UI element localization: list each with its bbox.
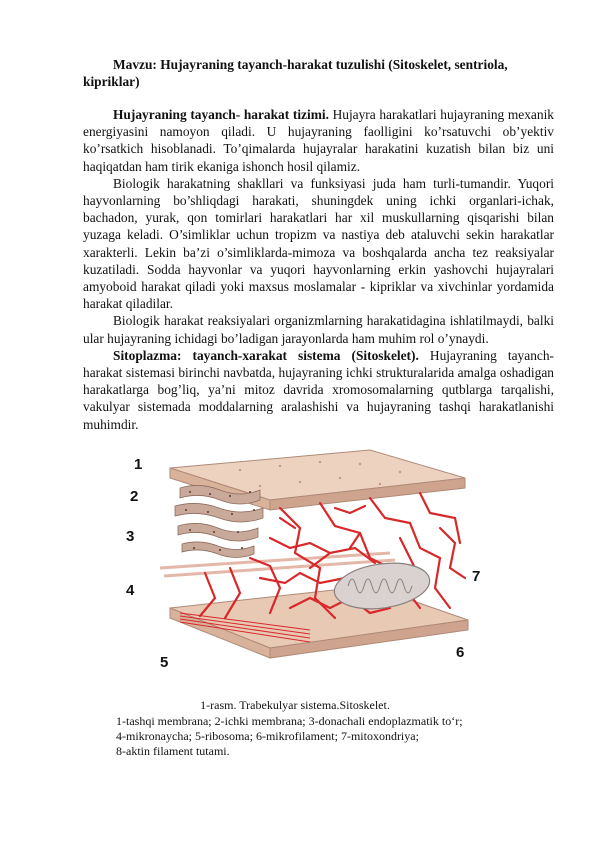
document-title: Mavzu: Hujayraning tayanch-harakat tuzulishi (Sitoskelet, sentriola, kipriklar) [83,57,508,90]
caption-line: 4-mikronaycha; 5-ribosoma; 6-mikrofilament; 7-mitoxondriya; [116,729,419,743]
paragraph-lead: Sitoplazma: tayanch-xarakat sistema (Sitoskelet). [113,347,419,363]
paragraph-text: Hujayraning tayanch-harakat sistemasi birinchi navbatda, hujayraning ichki strukturalarida amalga oshadigan harakatlarga bog’liq, ya’ni mitoz davrida xromosomalarning qutblarga tarqalishi, vakulyar sistemada moddalarning aralashishi va hujayraning tashqi harakatlanishi muhimdir. [83,347,554,432]
paragraph-lead: Hujayraning tayanch- harakat tizimi. [113,107,329,122]
figure-label: 3 [126,528,135,545]
top-membrane [170,450,465,510]
figure-label: 5 [160,654,169,671]
figure-caption-title: 1-rasm. Trabekulyar sistema.Sitoskelet. [200,698,390,712]
cytoskeleton-figure [120,448,520,688]
figure-label: 7 [472,568,481,585]
paragraph [83,106,554,175]
caption-line: 8-aktin filament tutami. [116,744,230,758]
caption-line: 1-tashqi membrana; 2-ichki membrana; 3-donachali endoplazmatik to‘r; [116,714,463,728]
figure-caption-legend [116,714,536,759]
paragraph-text: Hujayra harakatlari hujayraning mexanik energiyasini namoyon qiladi. U hujayraning faolligini ko’rsatuvchi ob’yektiv ko’rsatkich hisoblanadi. To’qimalarda hujayralar harakatini kuzatish bilan biz uni haqiqatdan ham tirik ekaniga ishonch hosil qilamiz. [83,107,554,174]
figure-label: 6 [456,644,465,661]
body-text [83,106,554,433]
paragraph-text: Biologik harakatning shakllari va funksiyasi juda ham turli-tumandir. Yuqori hayvonlarning bo’shliqdagi harakati, shuningdek uning ichki organlari-ichak, bachadon, yurak, qon tomirlari harakatlari har xil muskullarning qisqarishi bilan yuzaga keladi. O’simliklar uchun tropizm va nastiya deb ataluvchi sekin harakatlar xarakterli. Lekin ba’zi o’simliklarda-mimoza va boshqalarda ancha tez reaksiyalar kuzatiladi. Sodda hayvonlar va yuqori hayvonlarning erkin yashovchi hujayralari amyoboid harakat qiladi yoki maxsus moslamalar - kipriklar va xivchinlar yordamida harakat qiladilar. [83,175,554,312]
figure-label: 4 [126,582,135,599]
paragraph [83,312,554,346]
endoplasmic-reticulum [175,485,263,557]
paragraph [83,175,554,313]
figure-label: 1 [134,456,143,473]
figure-label: 2 [130,488,139,505]
paragraph [83,347,554,433]
paragraph-text: Biologik harakat reaksiyalari organizmlarning harakatidagina ishlatilmaydi, balki ular hujayraning ichidagi bo’ladigan jarayonlarda ham muhim rol o’ynaydi. [83,313,554,346]
